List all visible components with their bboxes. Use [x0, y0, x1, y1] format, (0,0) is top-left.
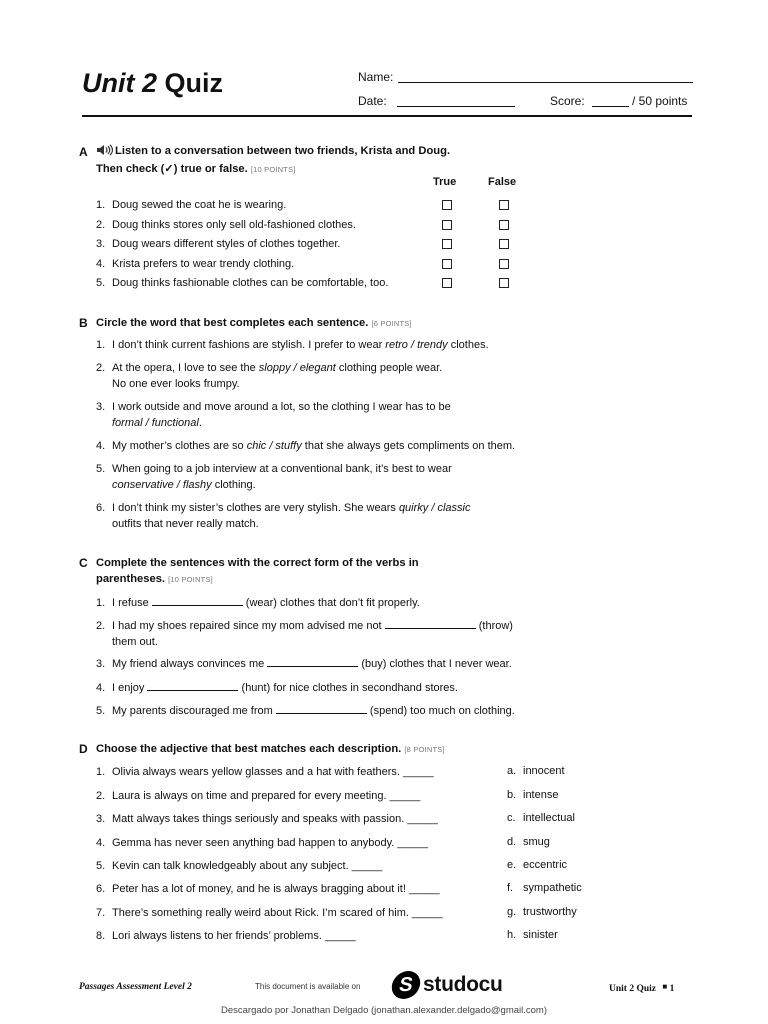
item-text-end: . [198, 416, 202, 429]
section-c-line2: parentheses. [96, 573, 166, 585]
item-text: Olivia always wears yellow glasses and a hat with feathers. [112, 766, 400, 778]
option-word: eccentric [523, 859, 568, 871]
section-b-points: [6 POINTS] [371, 319, 412, 328]
item-num: 5. [96, 705, 106, 717]
answer-blank[interactable] [267, 656, 358, 667]
item-text-end: (spend) too much on clothing. [366, 705, 515, 717]
section-c-points: [10 POINTS] [168, 575, 213, 584]
section-a-line1: Listen to a conversation between two friends, Krista and Doug. [115, 145, 451, 157]
checkbox-true-5[interactable] [442, 278, 452, 288]
list-item [96, 276, 388, 292]
adjective-option [507, 882, 582, 894]
adjective-option [507, 789, 558, 801]
checkbox-false-4[interactable] [499, 259, 509, 269]
checkbox-true-2[interactable] [442, 220, 452, 230]
item-num: 3. [96, 401, 106, 413]
item-text: I don’t think my sister’s clothes are very stylish. She wears [112, 502, 399, 514]
list-item [96, 703, 515, 720]
date-field[interactable] [397, 94, 515, 107]
item-num: 2. [96, 218, 106, 231]
footer-unit [609, 982, 674, 994]
item-text-end: (wear) clothes that don’t fit properly. [242, 597, 420, 609]
checkbox-true-4[interactable] [442, 259, 452, 269]
title-unit: Unit 2 [82, 68, 158, 98]
answer-blank[interactable] [276, 703, 367, 714]
option-word: sympathetic [523, 882, 582, 894]
list-item [96, 929, 356, 945]
answer-blank[interactable] [152, 595, 243, 606]
item-line2: outfits that never really match. [112, 517, 259, 530]
item-text-end: (throw) [475, 620, 513, 632]
item-text: Laura is always on time and prepared for every meeting. [112, 789, 387, 802]
item-text: Doug thinks stores only sell old-fashioned clothes. [112, 218, 356, 231]
item-num: 2. [96, 620, 106, 632]
title-quiz: Quiz [157, 68, 224, 98]
item-line2: them out. [112, 635, 158, 648]
list-item [96, 882, 440, 898]
studocu-logo-text: studocu [423, 973, 503, 996]
section-d-points: [8 POINTS] [404, 745, 445, 754]
item-text-end: clothing. [211, 478, 256, 491]
adjective-option [507, 859, 567, 871]
word-choice[interactable]: quirky / classic [398, 502, 471, 514]
download-notice: Descargado por Jonathan Delgado (jonathan.alexander.delgado@gmail.com) [221, 1005, 547, 1016]
date-label: Date: [358, 94, 387, 108]
studocu-logo[interactable] [392, 970, 503, 1000]
checkbox-false-1[interactable] [499, 200, 509, 210]
item-text: Gemma has never seen anything bad happen to anybody. [112, 836, 395, 849]
page-title [82, 68, 223, 99]
list-item [96, 789, 420, 805]
footer-unit-text: Unit 2 Quiz [609, 984, 656, 994]
page-number: 1 [669, 984, 675, 994]
adjective-option [507, 765, 565, 777]
checkbox-false-2[interactable] [499, 220, 509, 230]
answer-blank[interactable] [385, 618, 476, 629]
answer-blank[interactable] [147, 680, 238, 691]
list-item [96, 501, 470, 532]
item-num: 5. [96, 463, 106, 475]
studocu-logo-icon: S [390, 971, 423, 999]
answer-blank[interactable]: _____ [407, 813, 438, 825]
list-item [96, 618, 513, 650]
option-word: innocent [523, 765, 565, 777]
item-text: There’s something really weird about Rick. I’m scared of him. [112, 906, 409, 919]
list-item [96, 338, 489, 354]
list-item [96, 836, 428, 852]
checkbox-false-3[interactable] [499, 239, 509, 249]
score-field[interactable] [592, 94, 629, 107]
answer-blank[interactable]: _____ [408, 883, 440, 895]
section-b-instruction [96, 315, 412, 332]
adjective-option [507, 812, 575, 824]
list-item [96, 198, 286, 214]
section-a-line2: Then check (✓) true or false. [96, 163, 248, 175]
answer-blank[interactable]: _____ [403, 766, 434, 778]
score-label: Score: [550, 94, 585, 108]
item-num: 3. [96, 813, 106, 825]
list-item [96, 218, 356, 234]
option-letter: e. [507, 859, 517, 871]
item-num: 4. [96, 682, 106, 694]
section-c-letter: C [79, 556, 88, 570]
item-text: I work outside and move around a lot, so the clothing I wear has to be [112, 401, 451, 413]
item-text: I enjoy [112, 682, 148, 694]
word-choice[interactable]: formal / functional [112, 416, 199, 429]
item-text: Krista prefers to wear trendy clothing. [112, 257, 295, 270]
item-text: My mother’s clothes are so [112, 440, 247, 452]
item-num: 8. [96, 930, 106, 942]
item-text: Peter has a lot of money, and he is always bragging about it! [112, 883, 406, 895]
option-letter: g. [507, 905, 517, 918]
option-letter: f. [507, 882, 514, 894]
section-a-points: [10 POINTS] [250, 165, 296, 174]
item-text-end: clothes. [447, 339, 489, 351]
adjective-option [507, 929, 558, 941]
option-word: intellectual [523, 812, 575, 824]
list-item [96, 906, 443, 922]
item-num: 3. [96, 658, 106, 670]
option-word: intense [523, 788, 559, 801]
list-item [96, 439, 515, 455]
item-text: Lori always listens to her friends’ problems. [112, 930, 322, 942]
item-text: Kevin can talk knowledgeably about any subject. [112, 860, 349, 872]
score-total: / 50 points [632, 94, 688, 108]
audio-speaker-icon[interactable] [96, 144, 113, 161]
item-num: 1. [96, 199, 106, 211]
section-c-line1: Complete the sentences with the correct form of the verbs in [96, 557, 419, 569]
item-num: 5. [96, 277, 106, 289]
checkbox-true-1[interactable] [442, 200, 452, 210]
section-b-text: Circle the word that best completes each sentence. [96, 317, 369, 329]
item-text: At the opera, I love to see the [112, 362, 259, 374]
item-text: I had my shoes repaired since my mom advised me not [112, 620, 385, 632]
item-text: I refuse [112, 597, 152, 609]
item-text: Matt always takes things seriously and speaks with passion. [112, 813, 405, 825]
header-rule [82, 115, 692, 117]
answer-blank[interactable]: _____ [397, 836, 428, 849]
option-letter: b. [507, 788, 517, 801]
item-text-end: (hunt) for nice clothes in secondhand stores. [238, 682, 458, 694]
option-letter: d. [507, 835, 517, 848]
section-d-text: Choose the adjective that best matches each description. [96, 743, 402, 755]
name-field[interactable] [398, 70, 693, 83]
col-false: False [488, 176, 517, 188]
bullet-icon: ■ [662, 982, 668, 991]
option-letter: a. [507, 765, 517, 777]
item-num: 4. [96, 836, 106, 849]
list-item [96, 257, 294, 273]
footer-book-title: Passages Assessment Level 2 [79, 982, 192, 992]
option-word: smug [523, 835, 550, 848]
section-c-instruction [96, 555, 419, 588]
item-text: My friend always convinces me [112, 658, 268, 670]
item-num: 2. [96, 789, 106, 802]
name-label: Name: [358, 70, 394, 84]
list-item [96, 595, 420, 612]
list-item [96, 656, 512, 673]
option-word: sinister [523, 929, 558, 941]
item-num: 4. [96, 257, 106, 270]
answer-blank[interactable]: _____ [411, 906, 443, 919]
adjective-option [507, 836, 550, 848]
answer-blank[interactable]: _____ [389, 789, 421, 802]
item-num: 7. [96, 906, 106, 919]
list-item [96, 400, 451, 431]
list-item [96, 237, 340, 253]
item-text-end: clothing people wear. [335, 362, 443, 374]
adjective-option [507, 906, 577, 918]
item-num: 3. [96, 238, 106, 250]
item-text: My parents discouraged me from [112, 705, 276, 717]
section-a-letter: A [79, 145, 88, 159]
item-text-end: that she always gets compliments on them. [301, 440, 516, 452]
section-a-instruction [96, 143, 450, 178]
item-text-end: (buy) clothes that I never wear. [358, 658, 512, 670]
section-d-letter: D [79, 742, 88, 756]
item-num: 2. [96, 362, 106, 374]
item-line2: No one ever looks frumpy. [112, 377, 240, 390]
item-text: Doug wears different styles of clothes together. [112, 238, 341, 250]
section-b-letter: B [79, 316, 88, 330]
item-num: 6. [96, 883, 106, 895]
footer-notice: This document is available on [255, 982, 361, 991]
word-choice[interactable]: sloppy / elegant [258, 362, 336, 374]
answer-blank[interactable]: _____ [324, 930, 356, 942]
list-item [96, 765, 434, 781]
col-true: True [433, 176, 457, 188]
item-text: Doug thinks fashionable clothes can be comfortable, too. [112, 277, 389, 289]
list-item [96, 859, 382, 875]
answer-blank[interactable]: _____ [351, 860, 383, 872]
item-num: 1. [96, 597, 106, 609]
list-item [96, 361, 442, 392]
word-choice[interactable]: conservative / flashy [112, 478, 212, 491]
item-num: 6. [96, 502, 106, 514]
word-choice[interactable]: chic / stuffy [246, 440, 302, 452]
item-text: I don’t think current fashions are stylish. I prefer to wear [112, 339, 386, 351]
item-text: When going to a job interview at a conventional bank, it’s best to wear [112, 463, 452, 475]
option-word: trustworthy [523, 905, 577, 918]
item-text: Doug sewed the coat he is wearing. [112, 199, 287, 211]
item-num: 5. [96, 860, 106, 872]
checkbox-true-3[interactable] [442, 239, 452, 249]
checkbox-false-5[interactable] [499, 278, 509, 288]
option-letter: c. [507, 812, 516, 824]
option-letter: h. [507, 929, 517, 941]
item-num: 4. [96, 440, 106, 452]
item-num: 1. [96, 339, 106, 351]
list-item [96, 680, 458, 697]
item-num: 1. [96, 766, 106, 778]
list-item [96, 812, 438, 828]
list-item [96, 462, 452, 493]
section-d-instruction [96, 741, 445, 758]
word-choice[interactable]: retro / trendy [385, 339, 448, 351]
